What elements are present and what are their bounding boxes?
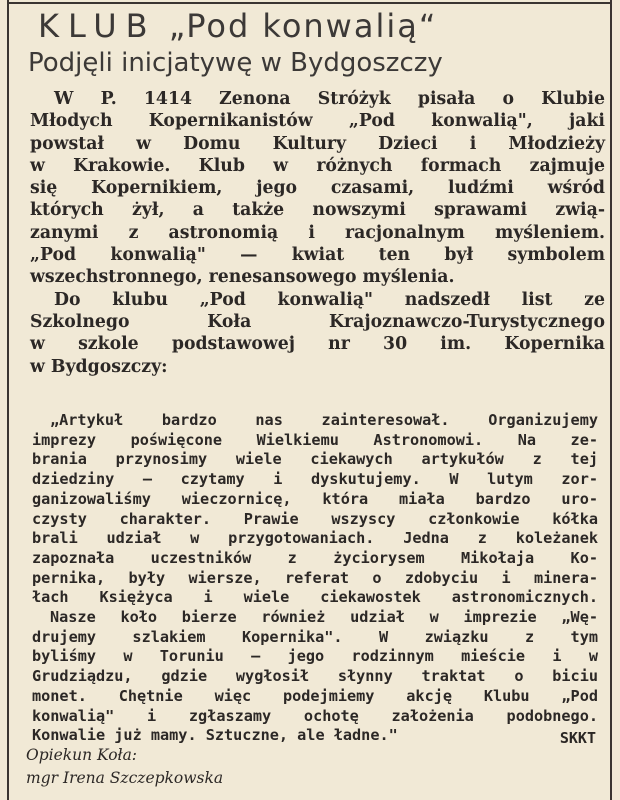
- subheadline: Podjęli inicjatywę w Bydgoszczy: [28, 48, 443, 78]
- headline-title: „Pod konwalią“: [168, 7, 438, 45]
- headline: [38, 6, 608, 46]
- body-line: „Pod konwalią" — kwiat ten był symbolem: [30, 245, 605, 266]
- body-line: się Kopernikiem, jego czasami, ludźmi wśród: [30, 178, 605, 199]
- headline-klub: KLUB: [38, 7, 157, 45]
- footer-credit: [26, 744, 223, 790]
- body-line: Młodych Kopernikanistów „Pod konwalią", jaki: [30, 111, 605, 132]
- letter-line: brania przynosimy wiele ciekawych artykułów z tej: [32, 450, 598, 469]
- body-line: w szkole podstawowej nr 30 im. Kopernika: [30, 334, 605, 355]
- article-body: [30, 88, 605, 378]
- body-line: w Krakowie. Klub w różnych formach zajmuje: [30, 155, 605, 176]
- letter-line: Grudziądzu, gdzie wygłosił słynny traktat o biciu: [32, 667, 598, 686]
- letter-line: byliśmy w Toruniu — jego rodzinnym mieście i w: [32, 647, 598, 666]
- quoted-letter: [32, 411, 598, 746]
- body-line: których żył, a także nowszymi sprawami zwią-: [30, 200, 605, 221]
- right-rule: [610, 0, 612, 800]
- body-line: W P. 1414 Zenona Stróżyk pisała o Klubie: [54, 89, 605, 109]
- body-line: zanymi z astronomią i racjonalnym myśleniem.: [30, 222, 605, 243]
- body-line: wszechstronnego, renesansowego myślenia.: [30, 267, 455, 288]
- letter-line: monet. Chętnie więc podejmiemy akcję Klubu „Pod: [32, 686, 598, 705]
- body-line: Do klubu „Pod konwalią" nadszedł list ze: [54, 289, 605, 310]
- letter-line: pernika, były wiersze, referat o zdobyciu i minera-: [32, 568, 598, 587]
- letter-line: brali udział w przygotowaniach. Jedna z koleżanek: [32, 529, 598, 548]
- letter-line: łach Księżyca i wiele ciekawostek astronomicznych.: [32, 588, 598, 607]
- letter-line: Nasze koło bierze również udział w imprezie „Wę-: [50, 608, 598, 627]
- letter-line: zapoznała uczestników z życiorysem Mikołaja Ko-: [32, 548, 598, 567]
- top-rule: [7, 2, 612, 4]
- letter-line: „Artykuł bardzo nas zainteresował. Organizujemy: [50, 411, 598, 429]
- letter-line: drujemy szlakiem Kopernika". W związku z tym: [32, 627, 598, 646]
- letter-line: czysty charakter. Prawie wszyscy członkowie kółka: [32, 509, 598, 528]
- letter-line: ganizowaliśmy wieczornicę, która miała bardzo uro-: [32, 489, 598, 508]
- body-line: Szkolnego Koła Krajoznawczo-Turystycznego: [30, 311, 605, 332]
- letter-line: dziedziny — czytamy i dyskutujemy. W lutym zor-: [32, 470, 598, 489]
- left-rule: [7, 0, 9, 800]
- letter-line: Konwalie już mamy. Sztuczne, ale ładne.": [32, 726, 398, 745]
- signature: SKKT: [559, 729, 596, 747]
- footer-name: mgr Irena Szczepkowska: [26, 769, 224, 787]
- letter-line: konwalią" i zgłaszamy ochotę założenia podobnego.: [32, 706, 598, 725]
- footer-role: Opiekun Koła:: [26, 746, 138, 764]
- body-line: w Bydgoszczy:: [30, 356, 168, 377]
- body-line: powstał w Domu Kultury Dzieci i Młodzieży: [30, 133, 605, 154]
- letter-line: imprezy poświęcone Wielkiemu Astronomowi. Na ze-: [32, 430, 598, 449]
